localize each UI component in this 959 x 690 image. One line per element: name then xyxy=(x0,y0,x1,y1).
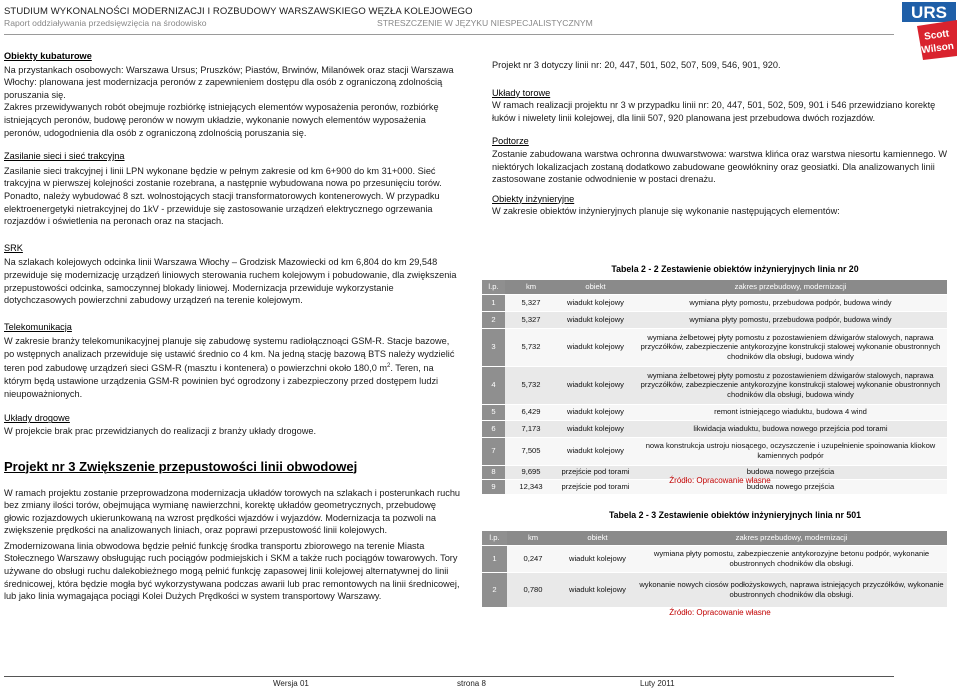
table2-cell-km: 0,780 xyxy=(507,572,559,607)
table1-cell-lp: 4 xyxy=(482,366,505,404)
section-heading-obiekty: Obiekty kubaturowe xyxy=(4,51,92,61)
table1-cell-obiekt: przejście pod torami xyxy=(557,465,634,479)
document-summary-label: STRESZCZENIE W JĘZYKU NIESPECJALISTYCZNYM xyxy=(377,18,593,28)
paragraph-drogi: W projekcie brak prac przewidzianych do realizacji z branży układy drogowe. xyxy=(4,425,317,436)
table-row xyxy=(482,572,947,607)
logo-main-text: URS xyxy=(911,3,947,22)
logo-sub-text-2: Wilson xyxy=(920,40,955,57)
table1-cell-lp: 1 xyxy=(482,294,505,311)
page-header xyxy=(0,0,895,38)
table1-cell-lp: 9 xyxy=(482,479,505,494)
table1-cell-zakres: budowa nowego przejścia xyxy=(634,479,947,494)
table1-cell-km: 7,505 xyxy=(505,437,557,465)
table1-cell-obiekt: wiadukt kolejowy xyxy=(557,294,634,311)
table1-cell-lp: 8 xyxy=(482,465,505,479)
table1-cell-obiekt: wiadukt kolejowy xyxy=(557,437,634,465)
table1-header-obiekt: obiekt xyxy=(557,280,634,294)
table1-cell-obiekt: przejście pod torami xyxy=(557,479,634,494)
table-row xyxy=(482,420,947,437)
table1-cell-obiekt: wiadukt kolejowy xyxy=(557,404,634,420)
table1-header-zakres: zakres przebudowy, modernizacji xyxy=(634,280,947,294)
paragraph-podtorze: Zostanie zabudowana warstwa ochronna dwuwarstwowa: warstwa klińca oraz warstwa niesortu kamiennego. W niektórych lokalizacjach zostaną dodatkowo zabudowane geowłókniny oraz geosiatki. Dla analizowanych linii zastosowane zostanie odwodnienie w postaci drenażu. xyxy=(492,148,947,185)
table1-cell-zakres: budowa nowego przejścia xyxy=(634,465,947,479)
company-logo xyxy=(897,0,959,66)
footer-date: Luty 2011 xyxy=(640,679,675,688)
document-subtitle: Raport oddziaływania przedsięwzięcia na środowisko xyxy=(4,18,207,28)
paragraph-obiekty-1: Na przystankach osobowych: Warszawa Ursus; Pruszków; Piastów, Brwinów, Milanówek oraz stacji Warszawa Włochy: planowana jest modernizacja peronów z zapewnieniem dostępu dla osób z ograniczoną zdolnością poruszania się. xyxy=(4,64,454,100)
table1-cell-zakres: wymiana żelbetowej płyty pomostu z pozostawieniem dźwigarów stalowych, naprawa przyczółków, zabezpieczenie antykorozyjne konstrukcji stalowej wykonanie obustronnych chodników dla obsługi, budowa windy xyxy=(634,366,947,404)
section-heading-srk: SRK xyxy=(4,242,23,253)
superscript-2: 2 xyxy=(387,363,391,370)
table1-cell-km: 6,429 xyxy=(505,404,557,420)
section-heading-uklady-torowe: Układy torowe xyxy=(492,87,551,98)
telekom-text-a: W zakresie branży telekomunikacyjnej planuje się zabudowę systemu radiołącznoąci GSM-R. Stacje bazowe, po wstępnych analizach przewiduje się ustawić średnio co 4 km. Na jedną stację bazową BTS należy wydzielić teren pod zabudowę urządzeń sieci GSM-R (masztu i kontenera) o powierzchni około 180,0 m xyxy=(4,336,455,374)
table-1-caption: Tabela 2 - 2 Zestawienie obiektów inżynieryjnych linia nr 20 xyxy=(611,264,859,274)
paragraph-zasilanie: Zasilanie sieci trakcyjnej i linii LPN wykonane będzie w pełnym zakresie od km 6+900 do km 31+000. Sieć trakcyjna w pierwszej kolejności zostanie rozebrana, a następnie wybudowana nowa po przesunięciu torów. Ponadto, należy wybudować 8 szt. wolnostojących stacji transformatorowych kontenerowych. W przypadku elektroenergetyki nietrakcyjnej do 1kV - przewiduje się zastosowanie urządzeń elektrycznego ogrzewania rozjazdów i oświetlenia na peronach oraz na stacjach. xyxy=(4,165,442,227)
table-1 xyxy=(482,280,947,495)
table1-cell-km: 5,327 xyxy=(505,294,557,311)
table2-cell-obiekt: wiadukt kolejowy xyxy=(559,572,636,607)
table1-cell-zakres: nowa konstrukcja ustroju niosącego, oczyszczenie i uzupełnienie spoinowania kliokow kamiennych podpór xyxy=(634,437,947,465)
table1-header-km: km xyxy=(505,280,557,294)
table-row xyxy=(482,545,947,572)
table-2-source: Źródło: Opracowanie własne xyxy=(669,608,771,617)
table1-cell-lp: 3 xyxy=(482,328,505,366)
table1-cell-lp: 2 xyxy=(482,311,505,328)
table2-cell-lp: 2 xyxy=(482,572,507,607)
table2-cell-zakres: wymiana płyty pomostu, zabezpieczenie antykorozyjne betonu podpór, wykonanie obustronnych chodników dla obsługi. xyxy=(636,545,947,572)
table2-header-km: km xyxy=(507,531,559,545)
table1-cell-zakres: likwidacja wiaduktu, budowa nowego przejścia pod torami xyxy=(634,420,947,437)
logo-sub-text-1: Scott xyxy=(923,28,950,43)
section-heading-obiekty-inzynieryjne: Obiekty inżynieryjne xyxy=(492,193,575,204)
table-row xyxy=(482,366,947,404)
table1-cell-zakres: remont istniejącego wiaduktu, budowa 4 wind xyxy=(634,404,947,420)
section-heading-drogi: Układy drogowe xyxy=(4,413,70,424)
telekom-text-b: . Teren, na którym będą ustawione urządzenia GSM-R powinien być ogrodzony i zabezpieczony przed dostępem ludzi nieupoważnionych. xyxy=(4,363,439,399)
table-1-source: Źródło: Opracowanie własne xyxy=(669,476,771,485)
table1-cell-km: 7,173 xyxy=(505,420,557,437)
footer-divider xyxy=(4,676,894,677)
paragraph-obiekty-2: Zakres przewidywanych robót obejmuje rozbiórkę istniejących elementów wyposażenia peronów, rozbiórkę istniejących peronów, budowę peronów w nowym układzie, wykonanie nowych elementów wyposażenia peronów, udogodnienia dla osób z ograniczoną zdolnością poruszania się. xyxy=(4,102,439,138)
table-row xyxy=(482,404,947,420)
table2-header-zakres: zakres przebudowy, modernizacji xyxy=(636,531,947,545)
left-column xyxy=(4,50,461,603)
paragraph-uklady-torowe: W ramach realizacji projektu nr 3 w przypadku linii nr: 20, 447, 501, 502, 509, 901 i 546 przewidziano korektę łuków i niwelety linii kolejowej, dla linii 507, 920 planowana jest przebudowa dwóch rozjazdów. xyxy=(492,100,936,123)
table1-cell-obiekt: wiadukt kolejowy xyxy=(557,420,634,437)
table-2 xyxy=(482,531,947,608)
table-row xyxy=(482,437,947,465)
paragraph-telekomunikacja xyxy=(4,335,461,400)
table1-cell-km: 9,695 xyxy=(505,465,557,479)
header-divider xyxy=(4,34,894,35)
table1-header-lp: l.p. xyxy=(482,280,505,294)
table-2-header-row xyxy=(482,531,947,545)
table1-cell-obiekt: wiadukt kolejowy xyxy=(557,328,634,366)
table1-cell-lp: 7 xyxy=(482,437,505,465)
table1-cell-zakres: wymiana płyty pomostu, przebudowa podpór, budowa windy xyxy=(634,311,947,328)
footer-version: Wersja 01 xyxy=(273,679,309,688)
right-column xyxy=(492,59,947,218)
table1-cell-obiekt: wiadukt kolejowy xyxy=(557,366,634,404)
table2-header-lp: l.p. xyxy=(482,531,507,545)
table-row xyxy=(482,311,947,328)
paragraph-srk: Na szlakach kolejowych odcinka linii Warszawa Włochy – Grodzisk Mazowiecki od km 6,804 do km 29,548 przewiduje się modernizację urządzeń liniowych sterowania ruchem kolejowym i pobudowanie, dla zwiększenia przepustowości odcinka, samoczynnej blokady liniowej. Modernizacja przewiduje wykorzystanie dotychczasowych powierzchni zabudowy urządzeń na terenie kolejowym. xyxy=(4,257,457,306)
table1-cell-obiekt: wiadukt kolejowy xyxy=(557,311,634,328)
table2-cell-km: 0,247 xyxy=(507,545,559,572)
paragraph-obiekty-inzynieryjne: W zakresie obiektów inżynieryjnych planuje się wykonanie następujących elementów: xyxy=(492,206,840,217)
section-heading-projekt-3: Projekt nr 3 Zwiększenie przepustowości linii obwodowej xyxy=(4,458,358,474)
document-title: STUDIUM WYKONALNOŚCI MODERNIZACJI I ROZBUDOWY WARSZAWSKIEGO WĘZŁA KOLEJOWEGO xyxy=(4,6,473,17)
table1-cell-lp: 6 xyxy=(482,420,505,437)
table-row xyxy=(482,328,947,366)
table1-cell-km: 5,732 xyxy=(505,328,557,366)
table2-cell-zakres: wykonanie nowych ciosów podłożyskowych, naprawa istniejących przyczółków, wykonanie obustronnych chodników dla obsługi. xyxy=(636,572,947,607)
table1-cell-zakres: wymiana płyty pomostu, przebudowa podpór, budowa windy xyxy=(634,294,947,311)
table-1-header-row xyxy=(482,280,947,294)
section-heading-podtorze: Podtorze xyxy=(492,136,529,147)
table1-cell-lp: 5 xyxy=(482,404,505,420)
table2-cell-obiekt: wiadukt kolejowy xyxy=(559,545,636,572)
table2-cell-lp: 1 xyxy=(482,545,507,572)
table-2-caption: Tabela 2 - 3 Zestawienie obiektów inżynieryjnych linia nr 501 xyxy=(608,510,862,520)
footer-page-number: strona 8 xyxy=(457,679,486,688)
paragraph-project-lines: Projekt nr 3 dotyczy linii nr: 20, 447, 501, 502, 507, 509, 546, 901, 920. xyxy=(492,60,781,70)
table1-cell-km: 12,343 xyxy=(505,479,557,494)
paragraph-projekt-3-1: W ramach projektu zostanie przeprowadzona modernizacja układów torowych na szlakach i posterunkach ruchu bez zmiany ilości torów, obejmująca wymianę nawierzchni, korektę układów geometrycznych, przebudowę głowic rozjazdowych ukierunkowaną na wzrost prędkości wjazdów i wyjazdów. Modernizacja ta pozwoli na zwiększenie prędkości na analizowanych liniach, oraz poprawi przepustowość linii kolejowych. xyxy=(4,487,461,536)
table1-cell-km: 5,732 xyxy=(505,366,557,404)
table1-cell-zakres: wymiana żelbetowej płyty pomostu z pozostawieniem dźwigarów stalowych, naprawa przyczółków, zabezpieczenie antykorozyjne konstrukcji stalowej wykonanie obustronnych chodników dla obsługi, budowa windy xyxy=(634,328,947,366)
table-row xyxy=(482,294,947,311)
table1-cell-km: 5,327 xyxy=(505,311,557,328)
section-heading-zasilanie: Zasilanie sieci i sieć trakcyjna xyxy=(4,151,125,162)
section-heading-telekomunikacja: Telekomunikacja xyxy=(4,321,72,332)
table2-header-obiekt: obiekt xyxy=(559,531,636,545)
paragraph-projekt-3-2: Zmodernizowana linia obwodowa będzie pełnić funkcję środka transportu zbiorowego na terenie Miasta Stołecznego Warszawy obsługując ruch pociągów podmiejskich i SKM a także ruch pociągów towarowych. Tory używane do obsługi ruchu dalekobieżnego mogą pełnić funkcję zapasowej linii kolejowej alternatywnej do linii średnicowej, która będzie mogła być wykorzystywana podczas awarii lub prac remontowych na linii średnicowej, lub jako linia wymagająca pociągi Kolei Dużych Prędkości w system transportowy Warszawy. xyxy=(4,540,460,602)
